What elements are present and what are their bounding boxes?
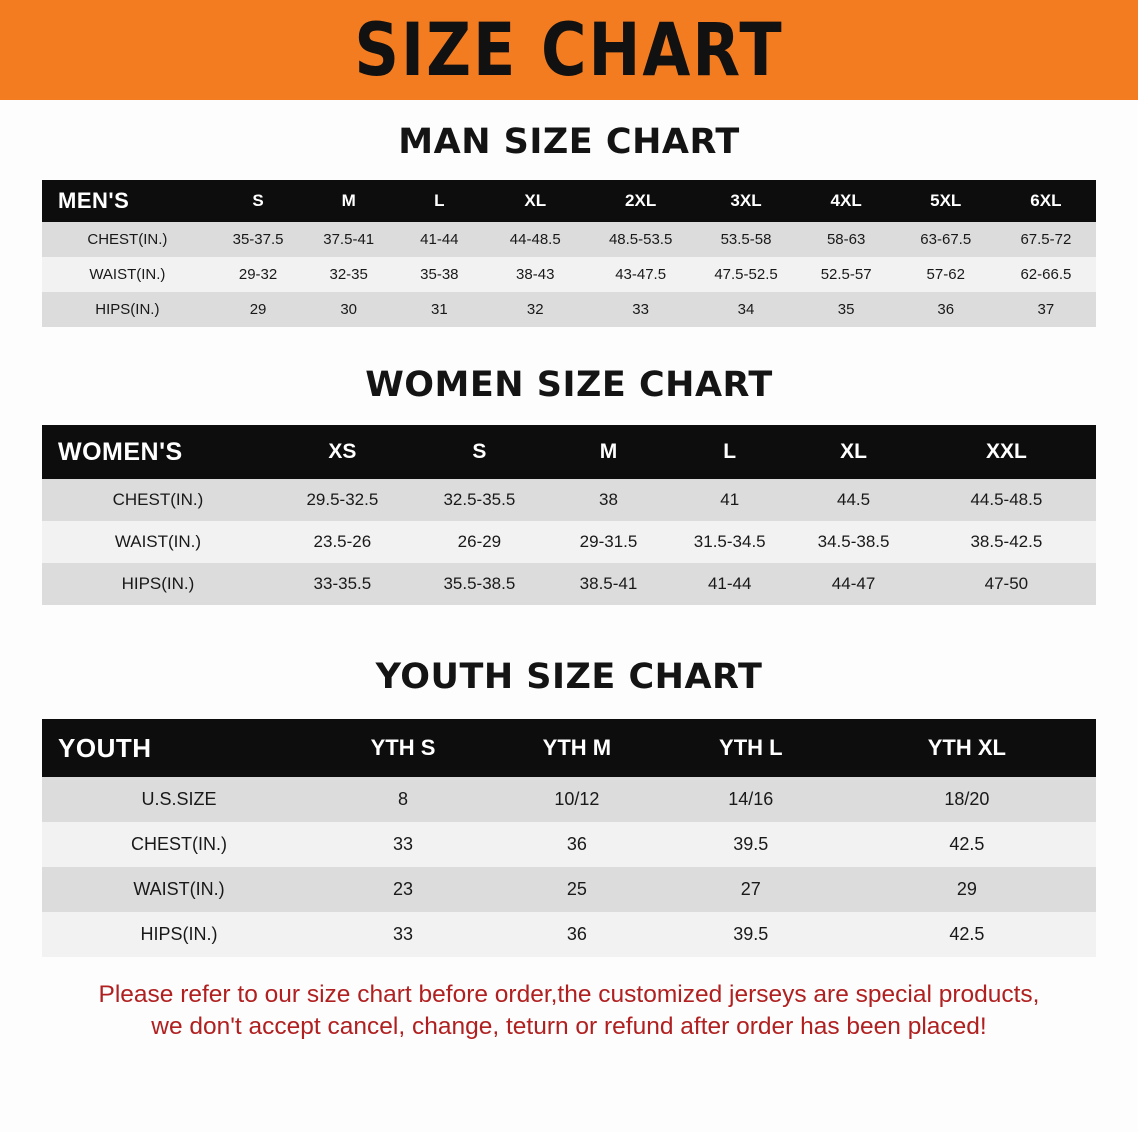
man-row1-cell6: 52.5-57: [797, 257, 896, 292]
man-row1-label: WAIST(IN.): [42, 257, 213, 292]
youth-row2-cell3: 29: [838, 867, 1096, 912]
women-row2-cell3: 41-44: [669, 563, 790, 605]
table-row: [42, 777, 1096, 822]
women-header-cell-5: XL: [790, 425, 916, 479]
man-header-cell-1: S: [213, 180, 304, 222]
man-header-cell-2: M: [303, 180, 394, 222]
youth-row0-cell2: 14/16: [664, 777, 838, 822]
table-row: [42, 563, 1096, 605]
man-row2-cell2: 31: [394, 292, 485, 327]
youth-header-cell-0: YOUTH: [42, 719, 316, 777]
man-row0-cell2: 41-44: [394, 222, 485, 257]
man-row0-cell5: 53.5-58: [695, 222, 796, 257]
women-row2-label: HIPS(IN.): [42, 563, 274, 605]
man-row2-cell3: 32: [485, 292, 586, 327]
women-row0-cell0: 29.5-32.5: [274, 479, 411, 521]
table-row: [42, 867, 1096, 912]
youth-row1-cell3: 42.5: [838, 822, 1096, 867]
man-row1-cell2: 35-38: [394, 257, 485, 292]
youth-table-wrap: [42, 719, 1096, 957]
man-row0-cell1: 37.5-41: [303, 222, 394, 257]
youth-table-body: [42, 777, 1096, 957]
women-row2-cell0: 33-35.5: [274, 563, 411, 605]
youth-row2-cell2: 27: [664, 867, 838, 912]
man-header-cell-3: L: [394, 180, 485, 222]
youth-row2-cell1: 25: [490, 867, 664, 912]
man-row0-cell4: 48.5-53.5: [586, 222, 696, 257]
women-header-cell-1: XS: [274, 425, 411, 479]
women-row1-cell4: 34.5-38.5: [790, 521, 916, 563]
man-row1-cell3: 38-43: [485, 257, 586, 292]
youth-header-cell-4: YTH XL: [838, 719, 1096, 777]
women-row2-cell2: 38.5-41: [548, 563, 669, 605]
youth-header-cell-1: YTH S: [316, 719, 490, 777]
table-row: [42, 521, 1096, 563]
women-row1-cell3: 31.5-34.5: [669, 521, 790, 563]
table-row: [42, 222, 1096, 257]
youth-row3-cell0: 33: [316, 912, 490, 957]
man-row2-cell6: 35: [797, 292, 896, 327]
youth-row3-cell3: 42.5: [838, 912, 1096, 957]
man-table-wrap: [42, 180, 1096, 327]
man-row2-label: HIPS(IN.): [42, 292, 213, 327]
man-row1-cell7: 57-62: [896, 257, 996, 292]
youth-row0-cell3: 18/20: [838, 777, 1096, 822]
policy-note: [38, 979, 1100, 1044]
youth-row3-label: HIPS(IN.): [42, 912, 316, 957]
man-row0-label: CHEST(IN.): [42, 222, 213, 257]
man-row0-cell7: 63-67.5: [896, 222, 996, 257]
youth-section-heading: YOUTH SIZE CHART: [375, 657, 763, 697]
women-section-heading: WOMEN SIZE CHART: [365, 365, 773, 405]
women-row1-cell2: 29-31.5: [548, 521, 669, 563]
youth-row1-label: CHEST(IN.): [42, 822, 316, 867]
women-header-cell-2: S: [411, 425, 548, 479]
man-row2-cell1: 30: [303, 292, 394, 327]
youth-row2-label: WAIST(IN.): [42, 867, 316, 912]
women-row0-cell2: 38: [548, 479, 669, 521]
man-row2-cell7: 36: [896, 292, 996, 327]
women-row0-cell1: 32.5-35.5: [411, 479, 548, 521]
youth-size-table: [42, 719, 1096, 957]
man-row2-cell0: 29: [213, 292, 304, 327]
man-row2-cell5: 34: [695, 292, 796, 327]
table-row: [42, 822, 1096, 867]
youth-row0-cell1: 10/12: [490, 777, 664, 822]
youth-header-cell-3: YTH L: [664, 719, 838, 777]
man-size-table: [42, 180, 1096, 327]
women-row2-cell4: 44-47: [790, 563, 916, 605]
man-header-cell-8: 5XL: [896, 180, 996, 222]
man-header-cell-7: 4XL: [797, 180, 896, 222]
man-row1-cell5: 47.5-52.5: [695, 257, 796, 292]
table-row: [42, 912, 1096, 957]
man-row1-cell4: 43-47.5: [586, 257, 696, 292]
women-row1-cell5: 38.5-42.5: [917, 521, 1096, 563]
youth-row0-label: U.S.SIZE: [42, 777, 316, 822]
table-header-row: [42, 719, 1096, 777]
women-row0-cell3: 41: [669, 479, 790, 521]
table-row: [42, 292, 1096, 327]
women-header-cell-6: XXL: [917, 425, 1096, 479]
man-row1-cell1: 32-35: [303, 257, 394, 292]
women-row0-label: CHEST(IN.): [42, 479, 274, 521]
man-row0-cell0: 35-37.5: [213, 222, 304, 257]
youth-row1-cell0: 33: [316, 822, 490, 867]
women-table-wrap: [42, 425, 1096, 605]
youth-row1-cell2: 39.5: [664, 822, 838, 867]
man-header-cell-9: 6XL: [996, 180, 1096, 222]
women-row1-label: WAIST(IN.): [42, 521, 274, 563]
man-table-body: [42, 222, 1096, 327]
man-table-head: [42, 180, 1096, 222]
policy-note-line1: Please refer to our size chart before order,the customized jerseys are special products,: [98, 981, 1040, 1008]
women-size-table: [42, 425, 1096, 605]
man-header-cell-0: MEN'S: [42, 180, 213, 222]
man-row1-cell8: 62-66.5: [996, 257, 1096, 292]
women-row1-cell1: 26-29: [411, 521, 548, 563]
women-row0-cell5: 44.5-48.5: [917, 479, 1096, 521]
man-header-cell-6: 3XL: [695, 180, 796, 222]
women-header-cell-3: M: [548, 425, 669, 479]
youth-row3-cell1: 36: [490, 912, 664, 957]
youth-row2-cell0: 23: [316, 867, 490, 912]
women-row1-cell0: 23.5-26: [274, 521, 411, 563]
man-row1-cell0: 29-32: [213, 257, 304, 292]
man-row0-cell6: 58-63: [797, 222, 896, 257]
page-title: SIZE CHART: [354, 6, 784, 93]
women-row0-cell4: 44.5: [790, 479, 916, 521]
table-row: [42, 257, 1096, 292]
man-row0-cell3: 44-48.5: [485, 222, 586, 257]
women-table-head: [42, 425, 1096, 479]
youth-header-cell-2: YTH M: [490, 719, 664, 777]
banner: [0, 0, 1138, 100]
table-header-row: [42, 180, 1096, 222]
women-table-body: [42, 479, 1096, 605]
women-header-cell-4: L: [669, 425, 790, 479]
man-header-cell-5: 2XL: [586, 180, 696, 222]
women-row2-cell1: 35.5-38.5: [411, 563, 548, 605]
man-row2-cell4: 33: [586, 292, 696, 327]
youth-row1-cell1: 36: [490, 822, 664, 867]
women-row2-cell5: 47-50: [917, 563, 1096, 605]
table-header-row: [42, 425, 1096, 479]
policy-note-line2: we don't accept cancel, change, teturn or refund after order has been placed!: [151, 1013, 987, 1041]
man-row0-cell8: 67.5-72: [996, 222, 1096, 257]
man-row2-cell8: 37: [996, 292, 1096, 327]
man-header-cell-4: XL: [485, 180, 586, 222]
youth-row0-cell0: 8: [316, 777, 490, 822]
women-header-cell-0: WOMEN'S: [42, 425, 274, 479]
youth-row3-cell2: 39.5: [664, 912, 838, 957]
table-row: [42, 479, 1096, 521]
man-section-heading: MAN SIZE CHART: [398, 122, 740, 162]
youth-table-head: [42, 719, 1096, 777]
